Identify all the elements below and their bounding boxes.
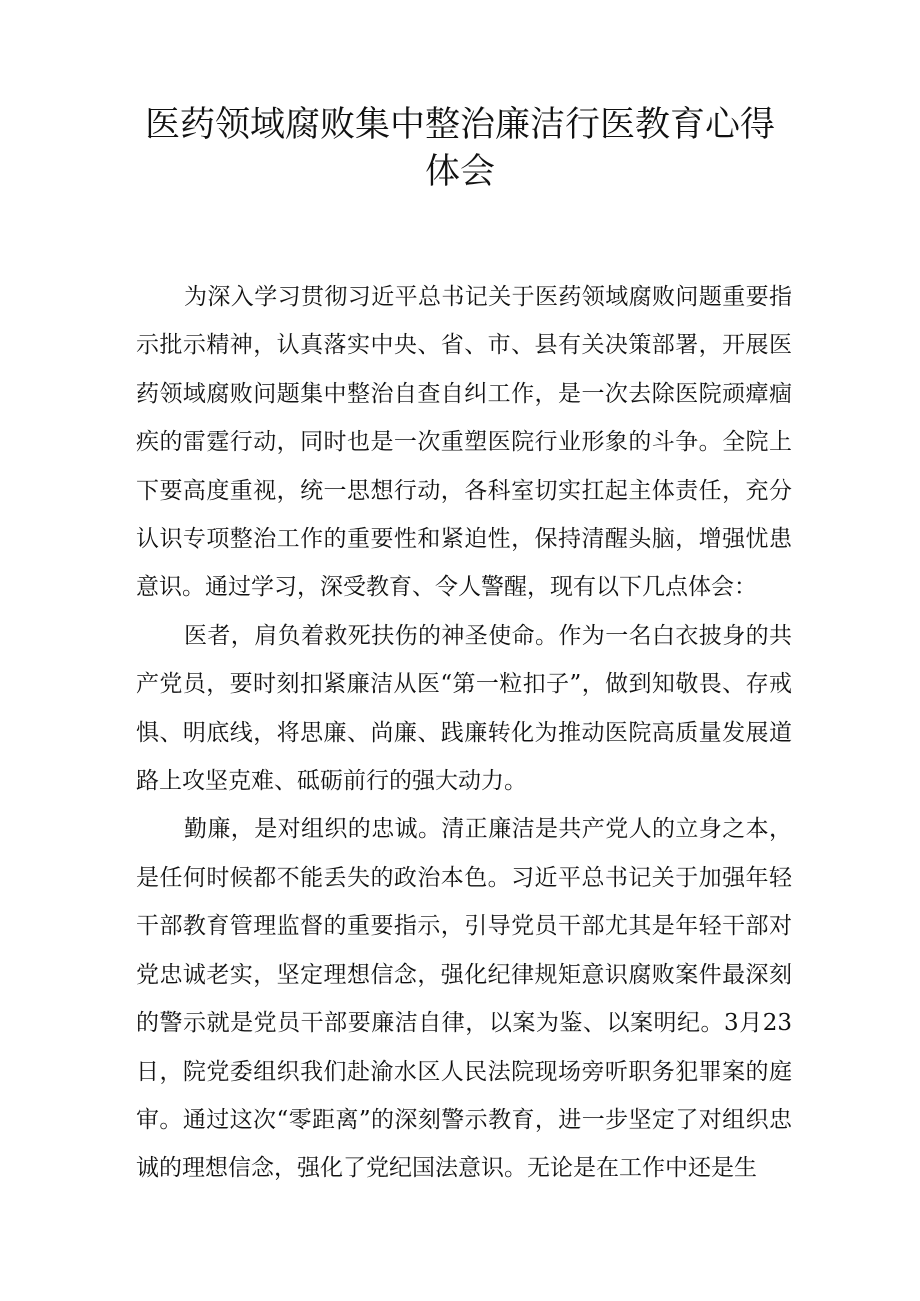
document-body: [136, 273, 792, 1193]
paragraph-physician-mission: 医者，肩负着救死扶伤的神圣使命。作为一名白衣披身的共产党员，要时刻扣紧廉洁从医“第一粒扣子”，做到知敬畏、存戒惧、明底线，将思廉、尚廉、践廉转化为推动医院高质量发展道路上攻坚克难、砥砺前行的强大动力。: [136, 622, 792, 795]
paragraph-integrity-loyalty: 勤廉，是对组织的忠诚。清正廉洁是共产党人的立身之本，是任何时候都不能丢失的政治本色。习近平总书记关于加强年轻干部教育管理监督的重要指示，引导党员干部尤其是年轻干部对党忠诚老实，坚定理想信念，强化纪律规矩意识腐败案件最深刻的警示就是党员干部要廉洁自律，以案为鉴、以案明纪。3月23日，院党委组织我们赴渝水区人民法院现场旁听职务犯罪案的庭审。通过这次“零距离”的深刻警示教育，进一步坚定了对组织忠诚的理想信念，强化了党纪国法意识。无论是在工作中还是生: [136, 816, 792, 1182]
document-title-line-2: 体会: [424, 152, 495, 192]
document-title-line-1: 医药领域腐败集中整治廉洁行医教育心得: [144, 105, 775, 145]
paragraph-intro: 为深入学习贯彻习近平总书记关于医药领域腐败问题重要指示批示精神，认真落实中央、省、市、县有关决策部署，开展医药领域腐败问题集中整治自查自纠工作，是一次去除医院顽瘴痼疾的雷霆行动，同时也是一次重塑医院行业形象的斗争。全院上下要高度重视，统一思想行动，各科室切实扛起主体责任，充分认识专项整治工作的重要性和紧迫性，保持清醒头脑，增强忧患意识。通过学习，深受教育、令人警醒，现有以下几点体会：: [136, 284, 792, 601]
